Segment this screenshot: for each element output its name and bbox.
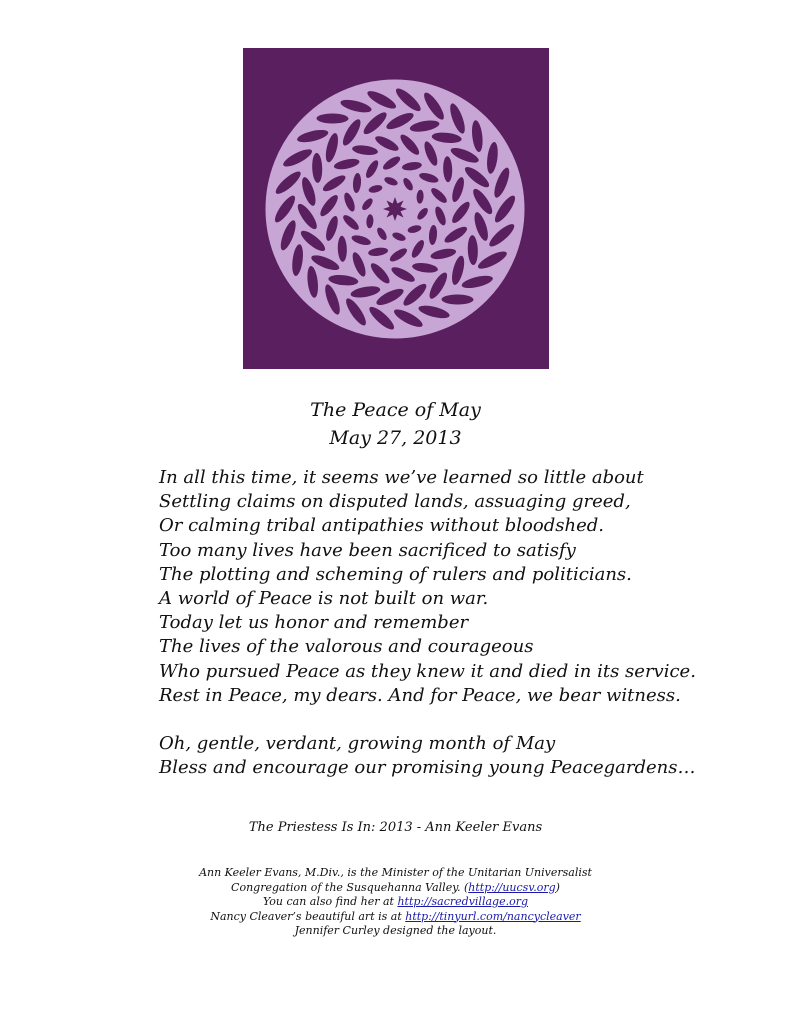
poem-line: Too many lives have been sacrificed to satisfy [159, 539, 576, 561]
poem-line: The plotting and scheming of rulers and politicians. [159, 563, 632, 585]
poem-line: Oh, gentle, verdant, growing month of May [159, 733, 556, 755]
poem-line: Who pursued Peace as they knew it and died in its service. [159, 660, 696, 682]
papercut-artwork [243, 48, 549, 369]
footer-line-author: Ann Keeler Evans, M.Div., is the Minister of the Unitarian Universalist [199, 866, 592, 879]
poem-date: May 27, 2013 [329, 427, 462, 449]
poem-line: Bless and encourage our promising young Peacegardens… [159, 757, 696, 779]
poem-line: Rest in Peace, my dears. And for Peace, we bear witness. [159, 684, 681, 706]
poem-line: The lives of the valorous and courageous [159, 636, 534, 658]
papercut-mandala-icon [243, 48, 549, 369]
poem-title-block [0, 396, 791, 452]
poem-body [159, 466, 759, 780]
series-credit: The Priestess Is In: 2013 - Ann Keeler Evans [248, 820, 543, 835]
poem-line: A world of Peace is not built on war. [159, 588, 489, 610]
footer-line-sacredvillage [0, 895, 791, 910]
nancycleaver-link[interactable]: http://tinyurl.com/nancycleaver [405, 909, 581, 923]
footer-line-congregation [0, 881, 791, 896]
footer-text: Congregation of the Susquehanna Valley. ( [231, 880, 469, 894]
footer-text: ) [555, 880, 560, 894]
poem-line: Or calming tribal antipathies without bloodshed. [159, 515, 604, 537]
uucsv-link[interactable]: http://uucsv.org [468, 880, 556, 894]
footer-line-layout: Jennifer Curley designed the layout. [294, 924, 497, 937]
poem-title: The Peace of May [310, 399, 481, 421]
poem-line: Settling claims on disputed lands, assuaging greed, [159, 491, 631, 513]
footer-notes [0, 866, 791, 939]
stanza-break [159, 708, 759, 732]
footer-text: Nancy Cleaver’s beautiful art is at [210, 909, 406, 923]
footer-line-artist [0, 910, 791, 925]
sacredvillage-link[interactable]: http://sacredvillage.org [397, 895, 528, 908]
poem-line: In all this time, it seems we’ve learned so little about [159, 467, 644, 488]
poem-line: Today let us honor and remember [159, 612, 469, 634]
footer-text: You can also find her at [263, 895, 398, 908]
